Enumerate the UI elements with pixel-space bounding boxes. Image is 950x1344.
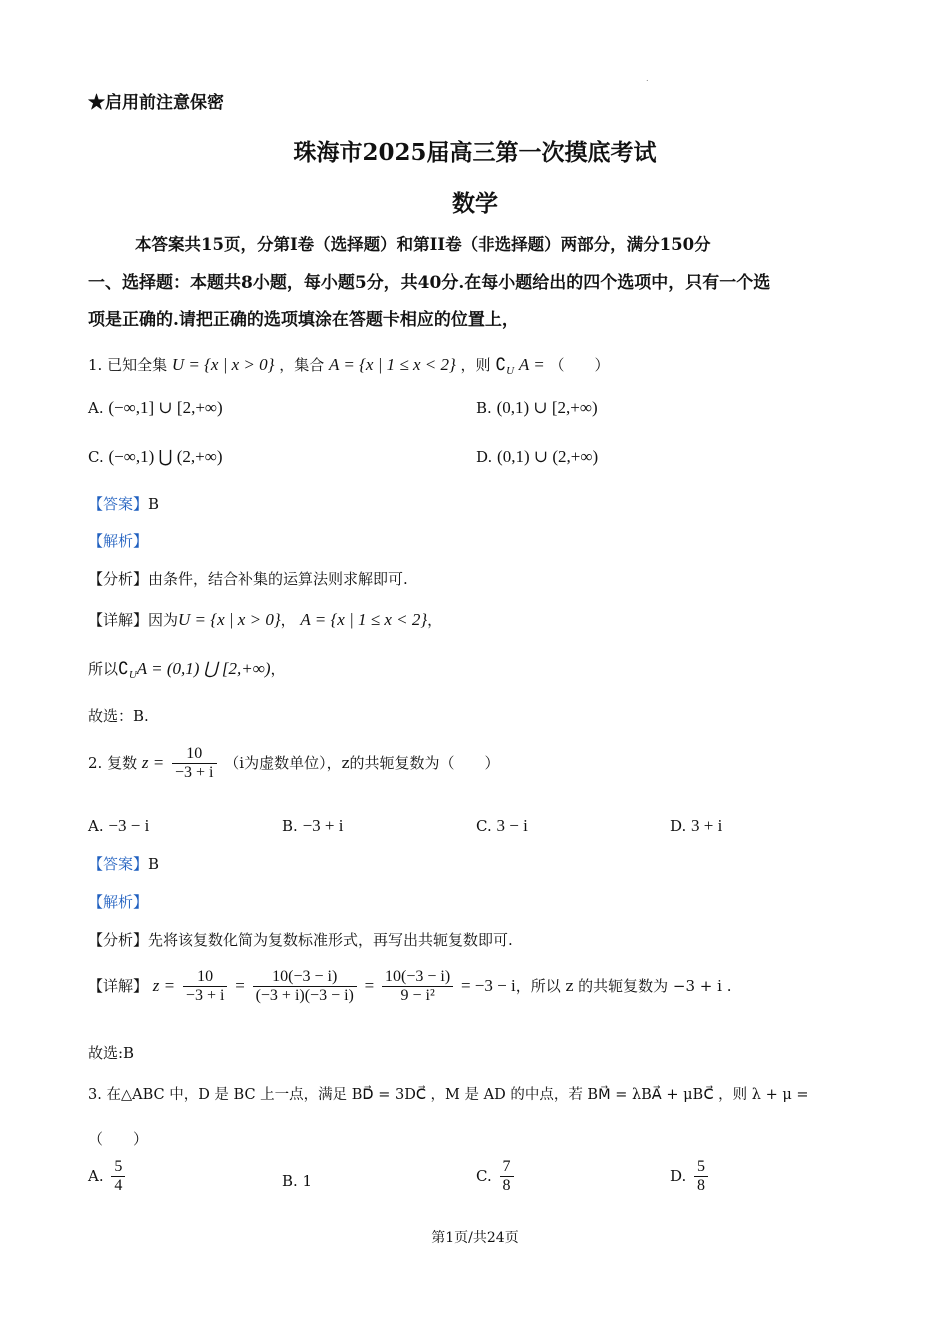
q2-fenxi: 【分析】先将该复数化简为复数标准形式，再写出共轭复数即可. (88, 931, 513, 949)
q2-option-a: A. −3 − i (88, 816, 150, 835)
q3-option-b: B. 1 (282, 1172, 313, 1190)
q1-paren: （ ） (549, 356, 610, 374)
q1-option-a: A. (−∞,1] ∪ [2,+∞) (88, 398, 223, 417)
exam-intro: 本答案共15页，分第I卷（选择题）和第II卷（非选择题）两部分，满分150分 (135, 235, 711, 254)
q2-fraction: $\frac{10}{-3 + i}$ (172, 745, 217, 783)
q1-option-d: D. (0,1) ∪ (2,+∞) (476, 447, 599, 466)
q3-paren: （ ） (88, 1130, 149, 1148)
q1-complement-sub: U (506, 365, 515, 377)
q1-stem (88, 354, 610, 377)
q1-set-A: A = {x | 1 ≤ x < 2} (329, 355, 456, 374)
q1-guxuan: 故选：B. (88, 707, 149, 725)
q2-option-c: C. 3 − i (476, 816, 528, 835)
exam-title: 珠海市2025届高三第一次摸底考试 (293, 139, 657, 166)
q1-option-b: B. (0,1) ∪ [2,+∞) (476, 398, 598, 417)
q3-option-a: A. $\frac{5}{4}$ (88, 1158, 128, 1196)
q1-set-U: U = {x | x > 0} (171, 355, 275, 374)
q1-fenxi: 【分析】由条件，结合补集的运算法则求解即可. (88, 570, 408, 588)
q2-guxuan: 故选:B (88, 1044, 135, 1062)
q1-answer: 【答案】B (88, 495, 160, 513)
q1-tail: ，则 (460, 356, 491, 374)
q3-option-c: C. $\frac{7}{8}$ (476, 1158, 517, 1196)
page-footer: 第1页/共24页 (431, 1230, 519, 1246)
q2-option-b: B. −3 + i (282, 816, 344, 835)
q3-stem: 3. 在△ABC 中，D 是 BC 上一点，满足 BD⃗ = 3DC⃗ ，M 是 AD 的中点，若 BM⃗ = λBA⃗ + μBC⃗ ，则 λ + μ = (88, 1087, 809, 1103)
confidential-notice: ★启用前注意保密 (88, 93, 224, 113)
q3-option-d: D. $\frac{5}{8}$ (670, 1158, 711, 1196)
q2-analysis-tag: 【解析】 (88, 893, 149, 911)
section1-line1: 一、选择题：本题共8小题，每小题5分，共40分.在每小题给出的四个选项中，只有一个选 (88, 273, 771, 293)
q1-mid: ，集合 (279, 356, 325, 374)
q1-number: 1. 已知全集 (88, 356, 168, 374)
q1-suoyi: 所以$∁_UA = (0,1)$ ⋃ [2,+∞)， (88, 659, 286, 681)
q2-stem: 2. 复数 z = $\frac{10}{-3 + i}$ （i为虚数单位），z的共轭复数为（ ） (88, 745, 500, 782)
exam-subject: 数学 (452, 190, 498, 217)
q2-option-d: D. 3 + i (670, 816, 723, 835)
q1-xiangjie: 【详解】因为U = {x | x > 0}， A = {x | 1 ≤ x < 2}， (88, 610, 443, 629)
q2-answer: 【答案】B (88, 855, 160, 873)
section1-line2: 项是正确的.请把正确的选项填涂在答题卡相应的位置上， (88, 310, 519, 330)
q2-xiangjie: 【详解】 z = $\frac{10}{-3 + i}$ = $\frac{10(-3 - i)}{(-3 + i)(-3 - i)}$ = $\frac{10(-3 - i)}{\text{9 − i²}}$ = −3 − i，所以 z 的共轭复数为 −3 + i . (88, 968, 732, 1005)
q1-analysis-tag: 【解析】 (88, 532, 149, 550)
scan-dot: . (646, 74, 649, 83)
q1-option-c: C. (−∞,1) ⋃ (2,+∞) (88, 447, 223, 466)
q1-complement-A: A = (518, 355, 545, 374)
q1-complement: ∁ (495, 355, 507, 374)
